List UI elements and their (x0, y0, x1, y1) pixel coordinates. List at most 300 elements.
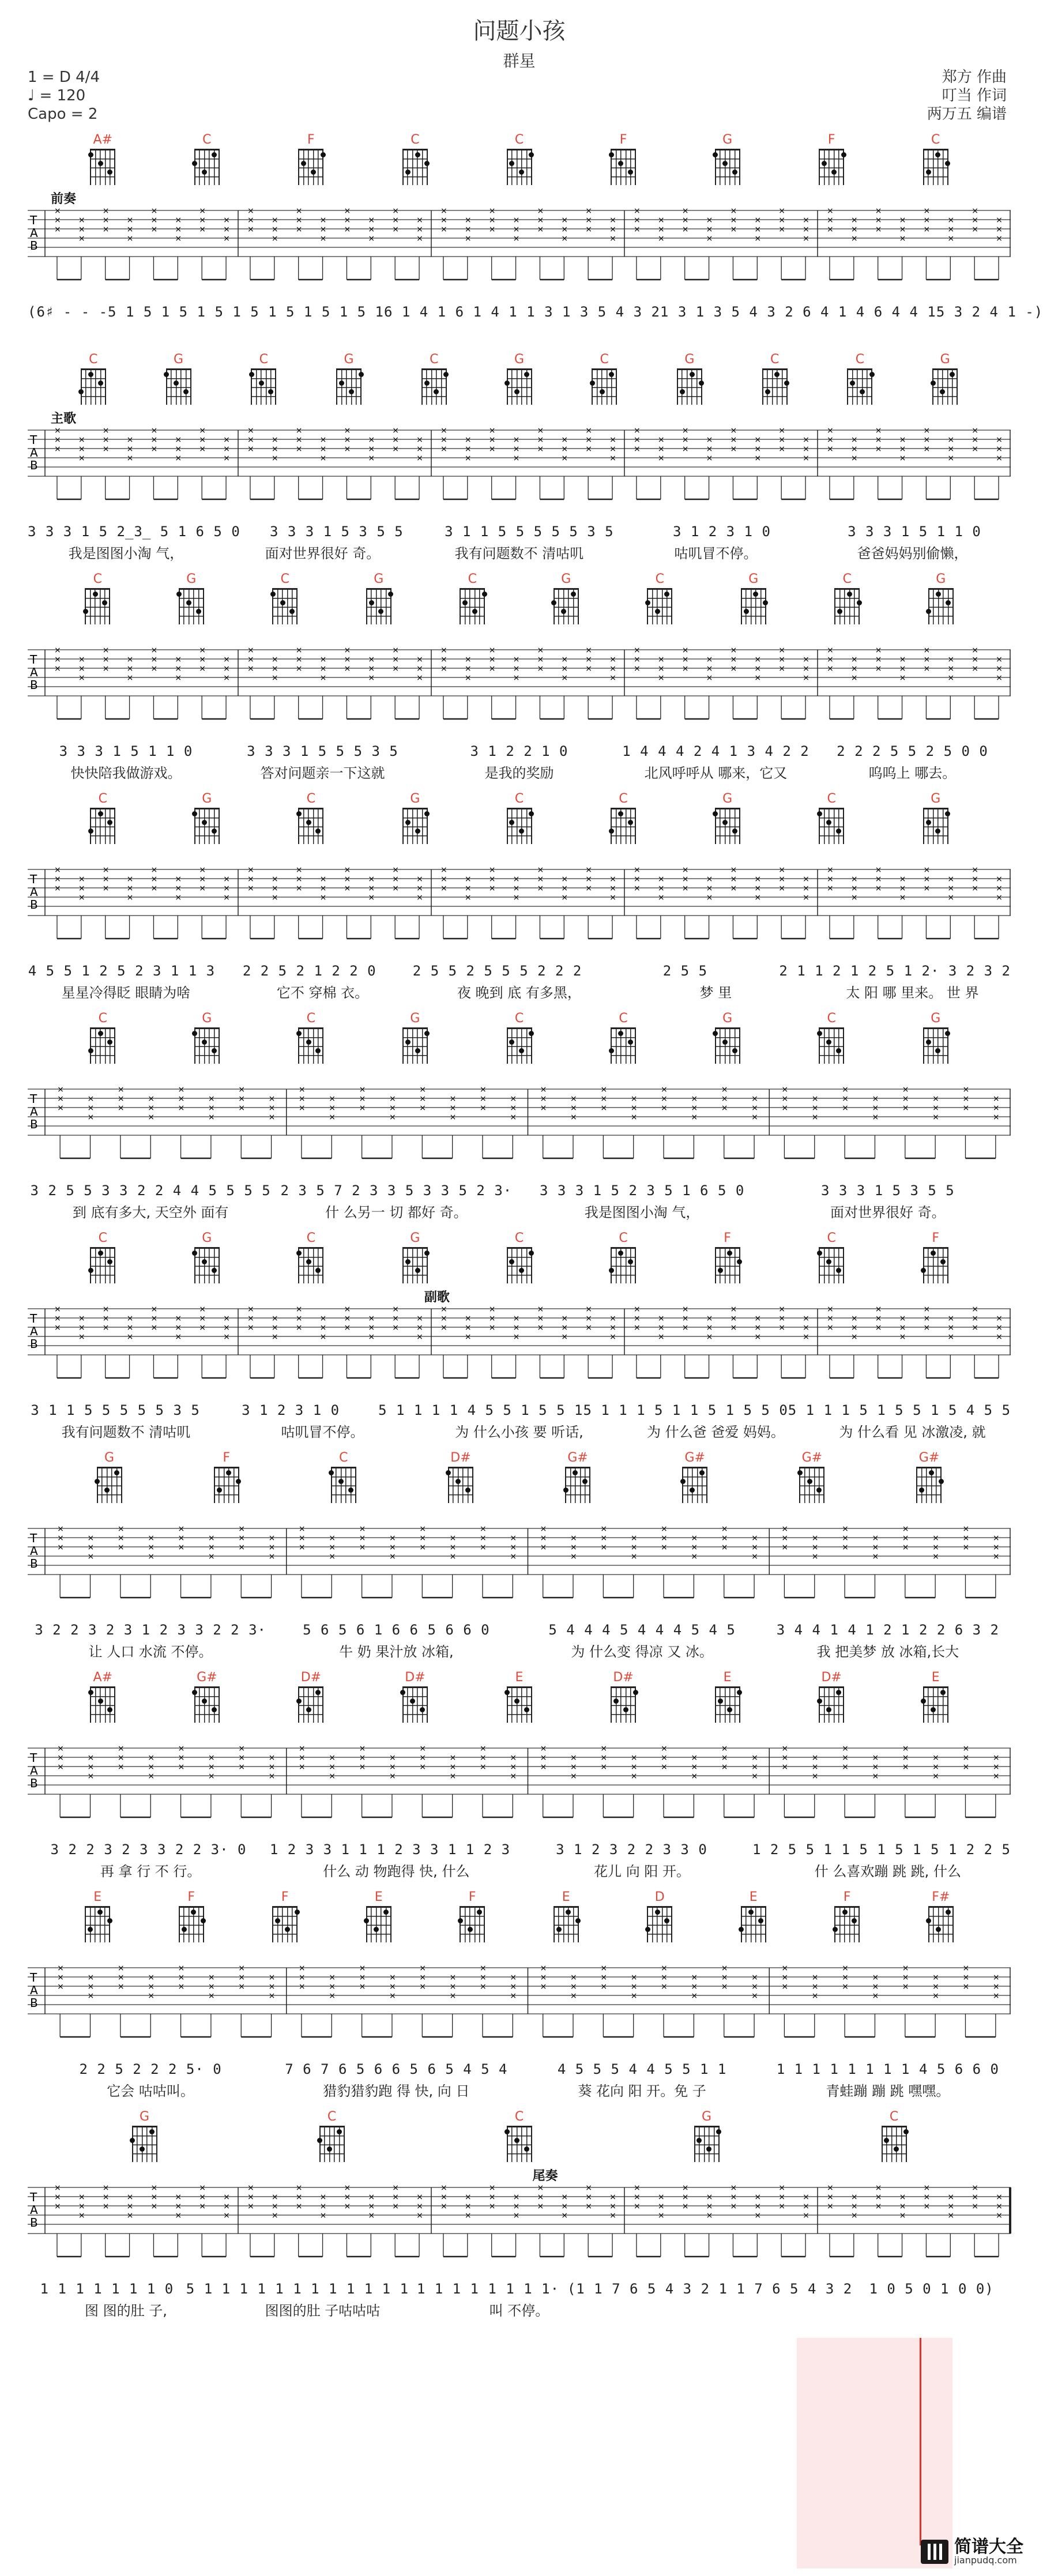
fretboard-grid (715, 1027, 740, 1064)
tab-note-mark: × (661, 1964, 668, 1973)
tab-note-mark: × (850, 875, 858, 884)
fretboard-grid (819, 149, 844, 185)
chord-diagram (84, 1670, 121, 1723)
tab-note-mark: × (449, 1104, 457, 1113)
tab-note-mark: × (902, 1094, 909, 1104)
credits (927, 68, 1007, 123)
lyrics-row (28, 1199, 1011, 1223)
tab-note-mark: × (78, 225, 85, 234)
tab-note-mark: × (657, 234, 665, 243)
tab-note-mark: × (449, 1762, 457, 1772)
tab-note-mark: × (150, 1314, 158, 1323)
tab-note-mark: × (730, 2183, 737, 2193)
finger-dot (931, 1251, 936, 1256)
tab-note-mark: × (923, 655, 931, 664)
fretboard-grid (448, 1467, 473, 1503)
tab-note-mark: × (329, 1552, 336, 1561)
tab-note-mark: × (778, 2193, 785, 2202)
tab-note-mark: × (295, 435, 303, 445)
tab-note-mark: × (126, 2193, 134, 2202)
tab-note-mark: × (600, 1982, 608, 1991)
tab-note-mark: × (570, 1973, 577, 1982)
tab-note-mark: × (902, 1982, 909, 1991)
tab-note-mark: × (730, 655, 737, 664)
finger-dot (628, 170, 633, 175)
fretboard-grid (682, 1467, 707, 1503)
tab-note-mark: × (449, 1772, 457, 1781)
tab-note-mark: × (78, 454, 85, 463)
tab-note-mark: × (87, 1552, 95, 1561)
chord-diagram (397, 792, 434, 844)
finger-dot (140, 2146, 145, 2152)
tab-note-mark: × (126, 1323, 134, 1332)
fretboard-grid (298, 149, 323, 185)
chord-diagram (586, 352, 623, 405)
chord-diagram (605, 1670, 642, 1723)
chord-name: G (344, 352, 354, 367)
tab-note-mark: × (416, 1332, 423, 1342)
tab-note-mark: × (392, 445, 399, 454)
tab-note-mark: × (319, 1323, 327, 1332)
tab-note-mark: × (268, 1753, 276, 1762)
tab-note-mark: × (585, 1305, 592, 1314)
tab-note-mark: × (633, 2183, 641, 2193)
chord-name: D# (405, 1670, 426, 1685)
tab-note-mark: × (811, 1104, 819, 1113)
tab-note-mark: × (826, 426, 834, 435)
tab-note-mark: × (298, 1534, 306, 1543)
tab-note-mark: × (150, 664, 158, 673)
playhead-cursor[interactable] (920, 2338, 921, 2545)
lyrics-row (28, 540, 1011, 564)
tab-note-mark: × (223, 445, 230, 454)
tab-note-mark: × (344, 664, 351, 673)
chord-diagram (314, 2110, 351, 2162)
tab-note-mark: × (319, 2193, 327, 2202)
finger-dot (727, 1251, 732, 1256)
chord-name: C (93, 572, 102, 586)
tab-note-mark: × (630, 1991, 638, 2001)
tab-note-mark: × (751, 1991, 758, 2001)
fretboard-grid (592, 368, 617, 405)
tab-note-mark: × (721, 1094, 728, 1104)
tab-note-mark: × (706, 893, 713, 902)
tab-note-mark: × (972, 655, 978, 664)
tab-note-mark: × (416, 445, 423, 454)
finger-dot (655, 609, 660, 614)
tab-note-mark: × (271, 664, 278, 673)
finger-dot (226, 1470, 231, 1475)
tab-note-mark: × (992, 1543, 1000, 1552)
chord-diagram (75, 352, 112, 405)
tab-note-mark: × (238, 1094, 245, 1104)
section-label-intro: 前奏 (51, 192, 77, 206)
tab-note-mark: × (54, 2202, 61, 2211)
chord-diagram (922, 572, 959, 624)
tab-note-mark: × (972, 865, 978, 875)
tab-note-mark: × (751, 1982, 758, 1991)
tab-note-mark: × (661, 1762, 668, 1772)
lyric-phrase: 梦 里 (699, 984, 732, 1001)
tab-note-mark: × (691, 1113, 698, 1122)
tab-note-mark: × (902, 1753, 909, 1762)
tab-note-mark: × (510, 1973, 517, 1982)
tab-note-mark: × (537, 865, 544, 875)
tab-note-mark: × (392, 1314, 399, 1323)
tab-note-mark: × (561, 664, 568, 673)
tab-note-mark: × (54, 2193, 61, 2202)
tab-note-mark: × (609, 875, 616, 884)
fretboard-grid (923, 1686, 948, 1723)
tab-note-mark: × (295, 2183, 303, 2193)
finger-dot (831, 170, 837, 175)
finger-dot (306, 820, 311, 825)
finger-dot (311, 170, 316, 175)
tab-note-mark: × (117, 1094, 125, 1104)
tab-note-mark: × (875, 646, 882, 655)
tab-note-mark: × (150, 216, 158, 225)
finger-dot (884, 2138, 889, 2143)
finger-dot (369, 600, 374, 605)
chord-name: C (931, 133, 940, 147)
tab-note-mark: × (872, 1982, 879, 1991)
chord-row (28, 572, 1011, 635)
tab-note-mark: × (416, 234, 423, 243)
measure-notes: 1 1 1 1 1 1 1 1 4 5 6 6 0 (776, 2061, 999, 2077)
tab-note-mark: × (389, 1113, 396, 1122)
tab-note-mark: × (87, 1772, 95, 1781)
finger-dot (869, 372, 875, 377)
logo-name: 简谱大全 (954, 2536, 1023, 2557)
tab-note-mark: × (208, 1991, 215, 2001)
tab-note-mark: × (513, 2202, 520, 2211)
tab-note-mark: × (389, 1534, 396, 1543)
tab-note-mark: × (223, 655, 230, 664)
chord-name: C (827, 792, 836, 806)
tab-note-mark: × (175, 673, 182, 683)
finger-dot (504, 2129, 510, 2134)
chord-diagram (501, 352, 538, 405)
tab-note-mark: × (488, 426, 496, 435)
tab-note-mark: × (87, 1982, 95, 1991)
chord-diagram (292, 1011, 329, 1064)
measure-notes: 5 6 5 6 1 6 6 5 6 6 0 (303, 1622, 490, 1638)
tab-note-mark: × (488, 435, 496, 445)
tab-note-mark: × (126, 875, 134, 884)
chord-diagram (605, 792, 642, 844)
tab-note-mark: × (778, 435, 785, 445)
finger-dot (509, 820, 514, 825)
tab-note-mark: × (419, 1982, 427, 1991)
lyric-phrase: 星星冷得眨 眼睛为啥 (61, 984, 191, 1001)
tab-note-mark: × (996, 2211, 1003, 2220)
finger-dot (850, 381, 855, 386)
finger-dot (202, 1698, 207, 1704)
tab-note-mark: × (730, 646, 737, 655)
finger-dot (212, 1048, 217, 1053)
tab-note-mark: × (754, 1323, 762, 1332)
finger-dot (202, 1040, 207, 1045)
tab-note-mark: × (117, 1543, 125, 1552)
tab-note-mark: × (947, 1323, 955, 1332)
tab-note-mark: × (488, 216, 496, 225)
tab-note-mark: × (295, 884, 303, 893)
tab-note-mark: × (271, 1323, 278, 1332)
finger-dot (212, 828, 217, 834)
tab-note-mark: × (899, 1323, 906, 1332)
tab-note-mark: × (706, 2193, 713, 2202)
measure-notes: 6 1 4 1 6 1 4 1 1 3 1 3 5 4 3 2 (383, 304, 660, 320)
tab-note-mark: × (295, 426, 303, 435)
tab-note-mark: × (247, 1305, 254, 1314)
tab-note-mark: × (368, 664, 375, 673)
fretboard-grid (272, 1906, 298, 1942)
tab-note-mark: × (344, 426, 351, 435)
tab-note-mark: × (657, 216, 665, 225)
tab-note-mark: × (298, 1543, 306, 1552)
finger-dot (774, 372, 780, 377)
tab-note-mark: × (510, 1991, 517, 2001)
chord-diagram (416, 352, 453, 405)
fretboard-grid (179, 588, 204, 624)
tab-note-mark: × (78, 875, 85, 884)
tab-note-mark: × (389, 1762, 396, 1772)
tab-note-mark: × (778, 426, 785, 435)
tab-note-mark: × (899, 1332, 906, 1342)
lyric-phrase: 我是图图小淘 气， (68, 545, 184, 562)
tab-note-mark: × (126, 1332, 134, 1342)
tab-note-mark: × (751, 1762, 758, 1772)
chord-diagram (709, 792, 746, 844)
tab-note-mark: × (419, 1973, 427, 1982)
tab-note-mark: × (329, 1753, 336, 1762)
tab-note-mark: × (223, 884, 230, 893)
lyric-phrase: 青蛙蹦 蹦 跳 嘿嘿。 (826, 2082, 950, 2099)
tab-note-mark: × (150, 875, 158, 884)
tab-clef-letter: B (30, 239, 38, 253)
fretboard-grid (331, 1467, 356, 1503)
finger-dot (98, 1698, 103, 1704)
finger-dot (514, 389, 519, 394)
tab-note-mark: × (268, 1113, 276, 1122)
tab-note-mark: × (803, 884, 809, 893)
fretboard-grid (611, 1027, 636, 1064)
chord-name: G (748, 572, 759, 586)
tab-note-mark: × (730, 2202, 737, 2211)
tab-note-mark: × (561, 875, 568, 884)
finger-dot (212, 1268, 217, 1273)
fretboard-grid (553, 588, 579, 624)
tab-note-mark: × (464, 1332, 472, 1342)
tab-note-mark: × (368, 225, 375, 234)
tab-note-mark: × (872, 1094, 879, 1104)
tab-note-mark: × (721, 1534, 728, 1543)
tab-staff (28, 1742, 1011, 1846)
tab-note-mark: × (488, 1314, 496, 1323)
tab-note-mark: × (392, 2193, 399, 2202)
tab-note-mark: × (117, 1744, 125, 1753)
tab-note-mark: × (570, 1543, 577, 1552)
tab-note-mark: × (419, 1753, 427, 1762)
tab-clef-letter: B (30, 1337, 38, 1351)
tab-note-mark: × (199, 2193, 206, 2202)
tab-note-mark: × (238, 1973, 245, 1982)
finger-dot (191, 1910, 196, 1915)
chord-diagram (917, 133, 954, 185)
tab-note-mark: × (850, 673, 858, 683)
chord-row (28, 792, 1011, 855)
tab-note-mark: × (199, 1323, 206, 1332)
tab-note-mark: × (329, 1772, 336, 1781)
tab-note-mark: × (630, 1973, 638, 1982)
tab-note-mark: × (102, 664, 110, 673)
tab-note-mark: × (392, 435, 399, 445)
tab-note-mark: × (148, 1753, 155, 1762)
tab-note-mark: × (721, 1973, 728, 1982)
chord-diagram (84, 133, 121, 185)
fretboard-grid (923, 808, 948, 844)
tab-note-mark: × (803, 435, 809, 445)
song-meta-left (28, 68, 100, 123)
tab-note-mark: × (223, 234, 230, 243)
tab-note-mark: × (389, 1982, 396, 1991)
tab-note-mark: × (826, 1305, 834, 1314)
finger-dot (664, 592, 669, 597)
finger-dot (935, 828, 940, 834)
tab-note-mark: × (208, 1094, 215, 1104)
tab-note-mark: × (850, 2202, 858, 2211)
tab-note-mark: × (751, 1534, 758, 1543)
finger-dot (690, 372, 695, 377)
chord-name: G (701, 2110, 712, 2124)
chord-name: G (722, 1011, 733, 1026)
finger-dot (280, 600, 285, 605)
tab-note-mark: × (329, 1534, 336, 1543)
tab-note-mark: × (329, 1982, 336, 1991)
tab-note-mark: × (392, 875, 399, 884)
tab-note-mark: × (537, 445, 544, 454)
fretboard-grid (507, 1027, 532, 1064)
tab-note-mark: × (117, 1762, 125, 1772)
score-system (28, 792, 1011, 1011)
tab-note-mark: × (923, 1323, 931, 1332)
tab-note-mark: × (389, 1991, 396, 2001)
tab-note-mark: × (899, 2202, 906, 2211)
tab-note-mark: × (513, 2211, 520, 2220)
section-label-outro: 尾奏 (532, 2169, 558, 2183)
tab-note-mark: × (730, 216, 737, 225)
finger-dot (903, 2129, 909, 2134)
site-logo[interactable] (921, 2538, 1023, 2566)
tab-note-mark: × (368, 435, 375, 445)
finger-dot (817, 1251, 822, 1256)
tab-note-mark: × (238, 1762, 245, 1772)
tab-note-mark: × (488, 646, 496, 655)
tab-note-mark: × (657, 445, 665, 454)
fretboard-grid (932, 368, 958, 405)
tab-note-mark: × (359, 1085, 366, 1094)
tab-note-mark: × (368, 2202, 375, 2211)
tab-note-mark: × (319, 435, 327, 445)
tab-note-mark: × (537, 216, 544, 225)
finger-dot (699, 381, 704, 386)
tab-note-mark: × (175, 225, 182, 234)
finger-dot (415, 152, 420, 157)
tab-note-mark: × (609, 454, 616, 463)
tab-note-mark: × (681, 884, 689, 893)
fretboard-grid (90, 808, 115, 844)
tab-note-mark: × (778, 445, 785, 454)
finger-dot (929, 1470, 934, 1475)
tab-note-mark: × (570, 1982, 577, 1991)
chord-diagram (84, 1011, 121, 1064)
tab-note-mark: × (464, 216, 472, 225)
chord-diagram (735, 1890, 772, 1942)
finger-dot (551, 600, 556, 605)
tab-note-mark: × (872, 1552, 879, 1561)
finger-dot (88, 1690, 93, 1695)
fretboard-grid (336, 368, 362, 405)
finger-dot (98, 161, 103, 166)
fretboard-grid (741, 1906, 766, 1942)
tab-note-mark: × (803, 664, 809, 673)
tab-clef-letter: A (30, 885, 38, 899)
notation-and-lyrics (28, 2054, 1011, 2106)
tab-note-mark: × (440, 225, 447, 234)
chord-name: E (374, 1890, 383, 1904)
tab-note-mark: × (148, 1113, 155, 1122)
tab-note-mark: × (661, 1543, 668, 1552)
tab-note-mark: × (344, 1314, 351, 1323)
tab-note-mark: × (633, 206, 641, 216)
tab-note-mark: × (730, 875, 737, 884)
tab-note-mark: × (57, 1094, 64, 1104)
tab-note-mark: × (811, 1534, 819, 1543)
finger-dot (817, 1698, 822, 1704)
tab-note-mark: × (359, 1753, 366, 1762)
chord-diagram (330, 352, 367, 405)
fretboard-grid (715, 149, 740, 185)
notation-and-lyrics (28, 297, 1043, 349)
tab-note-mark: × (223, 664, 230, 673)
fretboard-grid (251, 368, 276, 405)
finger-dot (415, 828, 420, 834)
finger-dot (847, 592, 852, 597)
tab-note-mark: × (295, 1314, 303, 1323)
tab-note-mark: × (706, 225, 713, 234)
tab-note-mark: × (389, 1772, 396, 1781)
tab-note-mark: × (730, 1323, 737, 1332)
lyric-phrase: 我 把美梦 放 冰箱,长大 (816, 1643, 959, 1660)
tab-note-mark: × (54, 225, 61, 234)
tab-note-mark: × (754, 445, 762, 454)
tab-note-mark: × (899, 454, 906, 463)
finger-dot (327, 2146, 332, 2152)
tab-note-mark: × (368, 234, 375, 243)
fretboard-grid (882, 2126, 907, 2162)
tab-note-mark: × (416, 893, 423, 902)
tab-note-mark: × (730, 445, 737, 454)
tab-note-mark: × (419, 1762, 427, 1772)
tab-note-mark: × (329, 1104, 336, 1113)
tab-note-mark: × (54, 655, 61, 664)
lyric-phrase: 让 人口 水流 不停。 (88, 1643, 213, 1660)
tab-note-mark: × (600, 1104, 608, 1113)
tab-note-mark: × (570, 1534, 577, 1543)
tab-note-mark: × (923, 2193, 931, 2202)
tab-note-mark: × (178, 1524, 185, 1534)
tab-note-mark: × (902, 1973, 909, 1982)
